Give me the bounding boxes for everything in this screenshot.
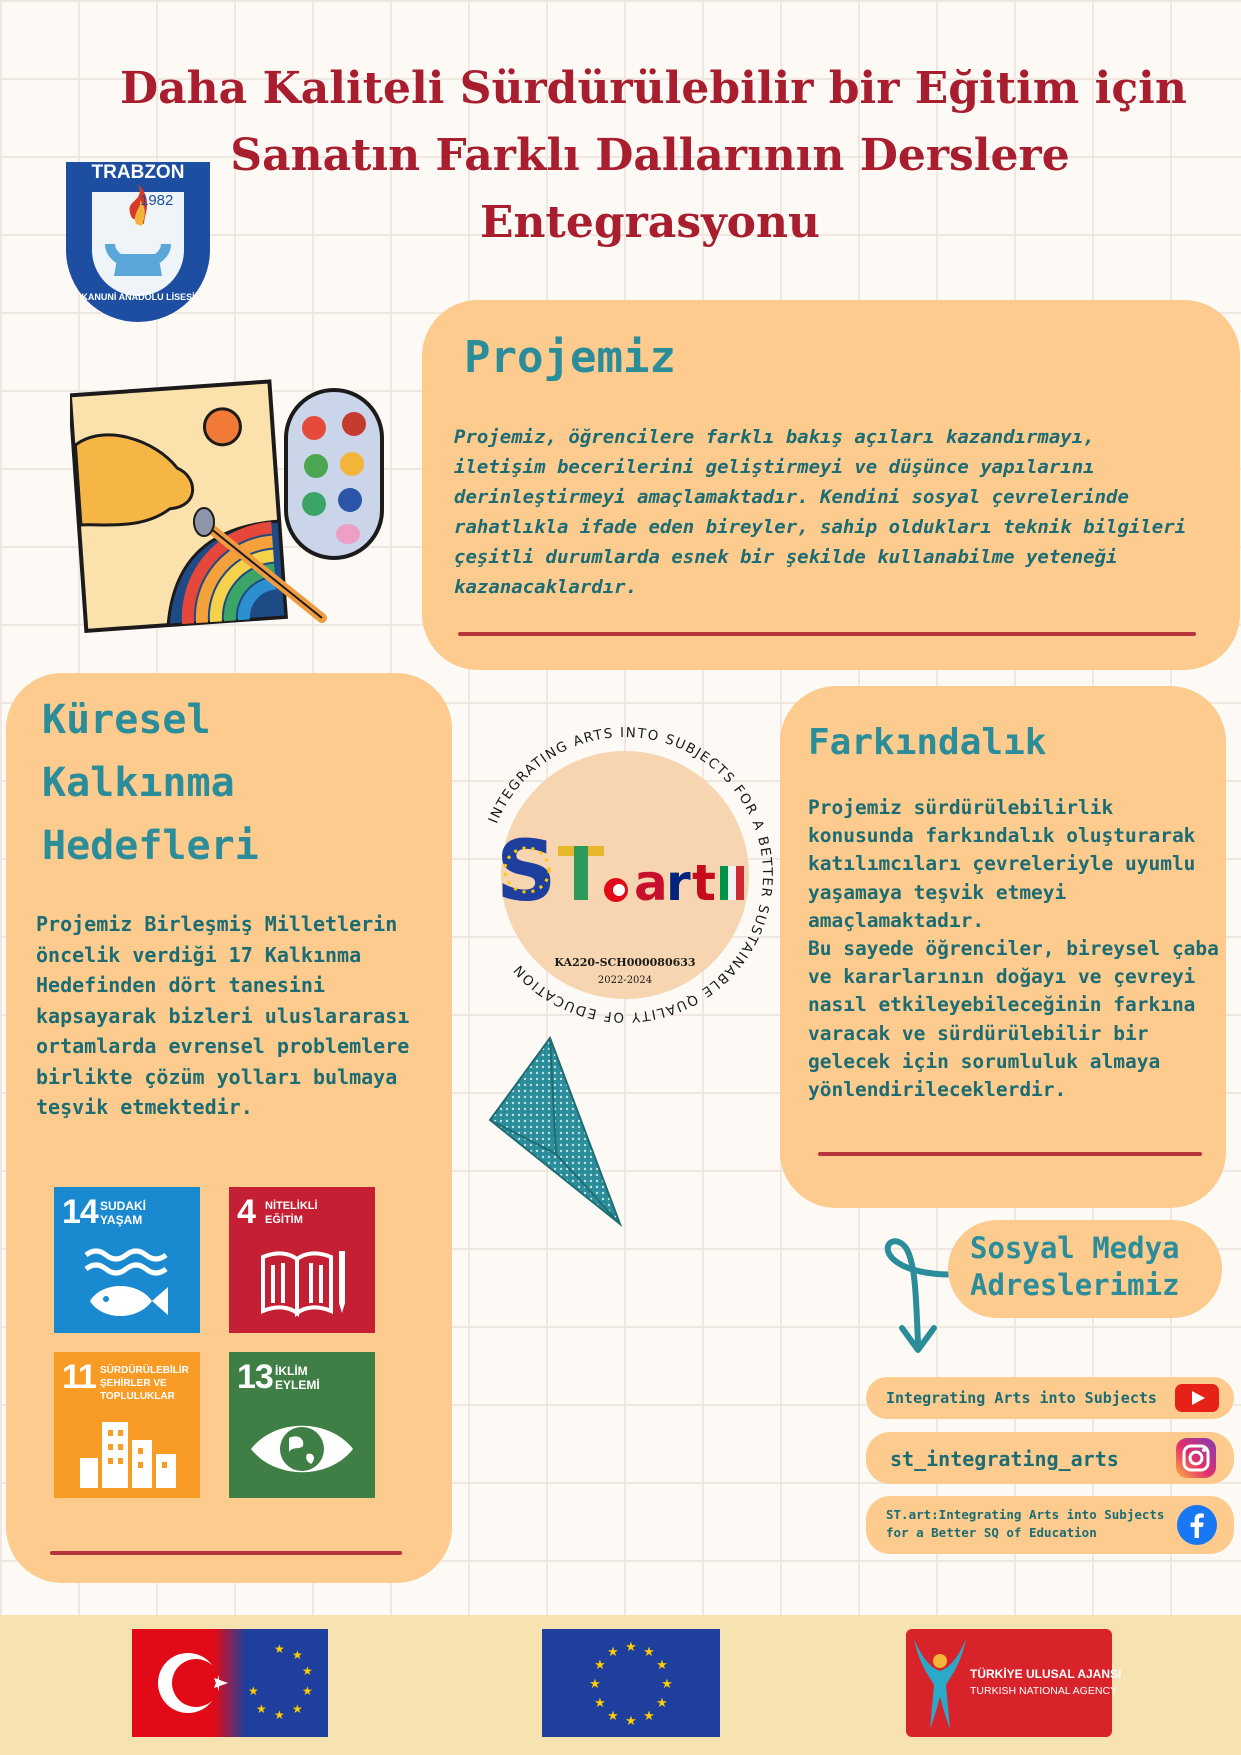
sdg-4-number: 4 xyxy=(237,1193,255,1231)
svg-text:★: ★ xyxy=(274,1642,285,1656)
logo-year: 1982 xyxy=(140,192,174,209)
svg-text:★: ★ xyxy=(656,1696,668,1711)
youtube-link[interactable] xyxy=(866,1377,1234,1419)
kuresel-divider xyxy=(50,1551,402,1555)
projemiz-text: Projemiz, öğrencilere farklı bakış açıları kazandırmayı, iletişim becerilerini geliştirmeyi ve düşünce yapılarını derinleştirmeyi amaçlamaktadır. Kendini sosyal çevrelerinde rahatlıkla ifade eden bireyler, sahip oldukları teknik bilgileri çeşitli durumlarda esnek bir şekilde kullanabilme yeteneği kazanacaklardır. xyxy=(454,426,1187,598)
svg-text:★: ★ xyxy=(248,1684,259,1698)
svg-text:t: t xyxy=(692,854,716,912)
center-logo-ring-text: INTEGRATING ARTS INTO SUBJECTS FOR A BETTER SUSTAINABLE QUALITY OF EDUCATION xyxy=(485,724,776,1026)
sdg-11-number: 11 xyxy=(62,1358,96,1396)
svg-text:★: ★ xyxy=(274,1708,285,1722)
social-heading-pill xyxy=(948,1220,1222,1318)
book-icon xyxy=(259,1247,349,1317)
farkindalik-card xyxy=(780,686,1226,1208)
sdg-14-label: SUDAKİ YAŞAM xyxy=(100,1199,147,1227)
farkindalik-text-2: Bu sayede öğrenciler, bireysel çaba ve kararlarının doğayı ve çevreyi nasıl etkileyebileceğinin farkına varacak ve sürdürülebilir bir gelecek için sorumluluk almaya yönlendirileceklerdir. xyxy=(808,937,1219,1102)
logo-top-text: TRABZON xyxy=(91,162,185,183)
sdg-13-label: İKLİM EYLEMİ xyxy=(275,1364,320,1392)
farkindalik-text xyxy=(808,794,1220,1104)
social-heading-line-2: Adreslerimiz xyxy=(970,1268,1180,1302)
turkey-eu-flag-icon xyxy=(132,1629,328,1737)
sdg-13-tile xyxy=(229,1352,375,1498)
projemiz-heading: Projemiz xyxy=(464,332,676,383)
svg-text:a: a xyxy=(634,854,668,912)
agency-name-english: TURKISH NATIONAL AGENCY xyxy=(970,1685,1118,1697)
youtube-link-text: Integrating Arts into Subjects xyxy=(886,1389,1157,1407)
farkindalik-divider xyxy=(818,1152,1202,1156)
svg-text:★: ★ xyxy=(661,1677,673,1692)
svg-text:★: ★ xyxy=(607,1709,619,1724)
facebook-link-line-1: ST.art:Integrating Arts into Subjects xyxy=(886,1507,1165,1522)
social-heading xyxy=(970,1230,1180,1304)
svg-text:★: ★ xyxy=(625,1714,637,1729)
title-line-1: Daha Kaliteli Sürdürülebilir bir Eğitim için xyxy=(120,63,1187,114)
sdg-14-number: 14 xyxy=(62,1193,98,1231)
art-canvas-icon xyxy=(70,378,390,638)
svg-text:★: ★ xyxy=(292,1702,303,1716)
projemiz-card xyxy=(422,300,1240,670)
paper-plane-illustration xyxy=(486,1034,626,1230)
social-heading-line-1: Sosyal Medya xyxy=(970,1231,1180,1265)
sdg-4-tile xyxy=(229,1187,375,1333)
logo-ring-text: KANUNİ ANADOLU LİSESİ xyxy=(81,292,195,302)
sdg-11-tile xyxy=(54,1352,200,1498)
kuresel-heading xyxy=(42,689,259,878)
svg-text:S: S xyxy=(496,822,557,920)
center-logo-years: 2022-2024 xyxy=(597,975,653,986)
farkindalik-heading: Farkındalık xyxy=(808,722,1047,763)
footer-bar xyxy=(0,1615,1241,1755)
svg-text:★: ★ xyxy=(292,1648,303,1662)
svg-text:★: ★ xyxy=(625,1640,637,1655)
sdg-4-label: NİTELİKLİ EĞİTİM xyxy=(265,1200,318,1226)
instagram-link[interactable] xyxy=(866,1432,1234,1484)
painting-illustration xyxy=(70,378,390,638)
projemiz-divider xyxy=(458,632,1196,636)
start-project-logo xyxy=(470,720,780,1030)
agency-figure-icon xyxy=(910,1633,970,1733)
paper-plane-icon xyxy=(486,1034,626,1230)
kuresel-heading-line-2: Kalkınma xyxy=(42,760,235,806)
instagram-link-text: st_integrating_arts xyxy=(890,1447,1119,1471)
title-line-2: Sanatın Farklı Dallarının Derslere xyxy=(230,130,1070,181)
kuresel-text: Projemiz Birleşmiş Milletlerin öncelik verdiği 17 Kalkınma Hedefinden dört tanesini kapsayarak bizleri uluslararası ortamlarda evrensel problemlere birlikte çözüm yolları bulmaya teşvik etmektedir. xyxy=(36,912,410,1119)
center-logo-code: KA220-SCH000080633 xyxy=(554,956,696,969)
facebook-link-line-2: for a Better SQ of Education xyxy=(886,1525,1097,1540)
kuresel-card xyxy=(6,673,452,1583)
sdg-11-label: SÜRDÜRÜLEBİLİR ŞEHİRLER VE TOPLULUKLAR xyxy=(100,1365,189,1402)
youtube-icon xyxy=(1174,1382,1220,1414)
svg-text:★: ★ xyxy=(256,1702,267,1716)
farkindalik-text-1: Projemiz sürdürülebilirlik konusunda farkındalık oluşturarak katılımcıları çevreleriyle uyumlu yaşamaya teşvik etmeyi amaçlamaktadır. xyxy=(808,796,1196,932)
svg-text:★: ★ xyxy=(589,1677,601,1692)
eye-earth-icon xyxy=(249,1416,355,1482)
svg-text:★: ★ xyxy=(594,1658,606,1673)
agency-name: TÜRKİYE ULUSAL AJANSI xyxy=(970,1667,1122,1681)
sdg-14-tile xyxy=(54,1187,200,1333)
facebook-link-text xyxy=(886,1506,1164,1542)
svg-text:★: ★ xyxy=(607,1645,619,1660)
sdg-13-number: 13 xyxy=(237,1358,273,1396)
svg-text:★: ★ xyxy=(643,1645,655,1660)
city-buildings-icon xyxy=(78,1418,178,1490)
kuresel-heading-line-3: Hedefleri xyxy=(42,823,259,869)
svg-text:★: ★ xyxy=(594,1696,606,1711)
facebook-icon xyxy=(1176,1504,1218,1546)
instagram-icon xyxy=(1174,1436,1218,1480)
eu-flag-icon xyxy=(542,1629,720,1737)
svg-text:★: ★ xyxy=(302,1664,313,1678)
svg-text:★: ★ xyxy=(656,1658,668,1673)
fish-icon xyxy=(82,1247,172,1323)
kuresel-heading-line-1: Küresel xyxy=(42,697,211,743)
svg-text:★: ★ xyxy=(643,1709,655,1724)
page-title xyxy=(120,55,1187,256)
school-logo xyxy=(62,158,214,328)
svg-text:★: ★ xyxy=(302,1684,313,1698)
title-line-3: Entegrasyonu xyxy=(480,197,820,248)
svg-text:r: r xyxy=(666,854,691,912)
national-agency-logo xyxy=(906,1629,1122,1737)
facebook-link[interactable] xyxy=(866,1496,1234,1554)
